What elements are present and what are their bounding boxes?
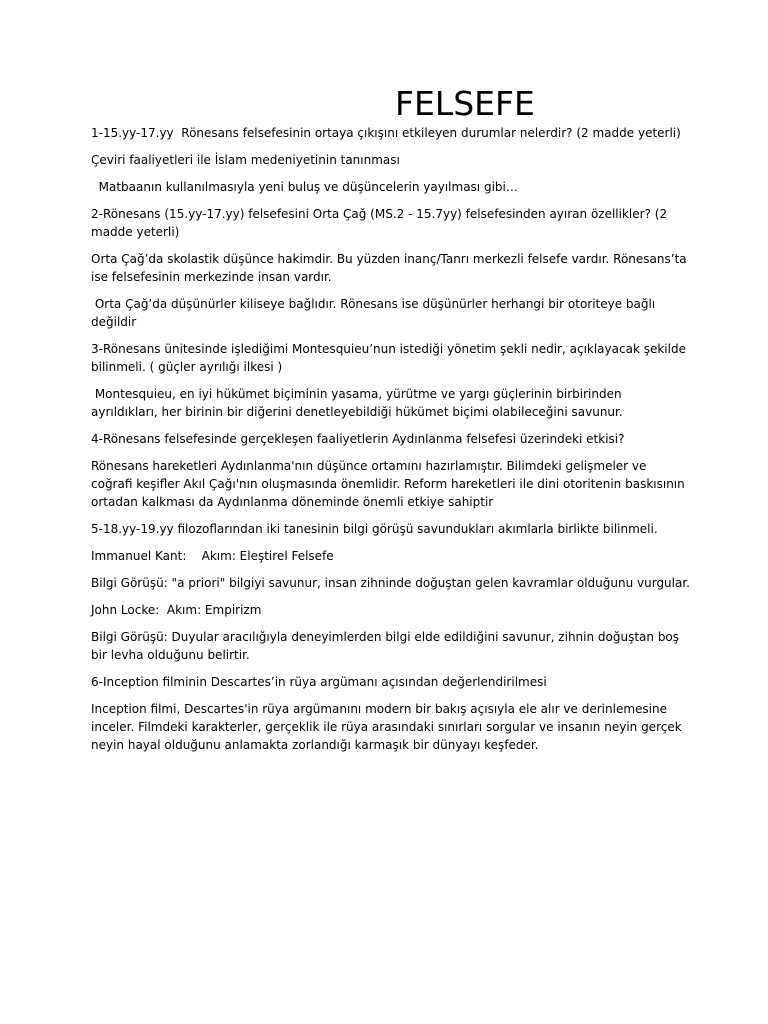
answer-3: Montesquieu, en iyi hükümet biçiminin yasama, yürütme ve yargı güçlerinin birbirinden ayrıldıkları, her birinin bir diğerini denetleyebildiği hükümet biçimi olabileceğini savunur. <box>91 387 626 419</box>
answer-5-locke: John Locke: Akım: Empirizm <box>91 603 262 617</box>
answer-5-kant: Immanuel Kant: Akım: Eleştirel Felsefe <box>91 549 334 563</box>
answer-5-locke-view: Bilgi Görüşü: Duyular aracılığıyla deneyimlerden bilgi elde edildiğini savunur, zihnin doğuştan boş bir levha olduğunu belirtir. <box>91 630 683 662</box>
answer-5-kant-view: Bilgi Görüşü: "a priori" bilgiyi savunur, insan zihninde doğuştan gelen kavramlar olduğunu vurgular. <box>91 576 690 590</box>
answer-2a: Orta Çağ’da skolastik düşünce hakimdir. Bu yüzden inanç/Tanrı merkezli felsefe vardır. Rönesans’ta ise felsefesinin merkezinde insan vardır. <box>91 252 691 284</box>
question-1: 1-15.yy-17.yy Rönesans felsefesinin ortaya çıkışını etkileyen durumlar nelerdir? (2 madde yeterli) <box>91 126 681 140</box>
question-6: 6-Inception filminin Descartes’in rüya argümanı açısından değerlendirilmesi <box>91 675 547 689</box>
answer-6: Inception filmi, Descartes'in rüya argümanını modern bir bakış açısıyla ele alır ve derinlemesine inceler. Filmdeki karakterler, gerçeklik ile rüya arasındaki sınırları sorgular ve insanın neyin gerçek neyin hayal olduğunu anlamakta zorlandığı karmaşık bir dünyayı keşfeder. <box>91 702 686 752</box>
answer-4: Rönesans hareketleri Aydınlanma'nın düşünce ortamını hazırlamıştır. Bilimdeki gelişmeler ve coğrafi keşifler Akıl Çağı'nın oluşmasında önemlidir. Reform hareketleri ile dini otoritenin baskısının ortadan kalkması da Aydınlanma döneminde önemli etkiye sahiptir <box>91 459 689 509</box>
answer-1a: Çeviri faaliyetleri ile İslam medeniyetinin tanınması <box>91 153 400 167</box>
document-body <box>91 124 691 754</box>
answer-1b: Matbaanın kullanılmasıyla yeni buluş ve düşüncelerin yayılması gibi… <box>91 180 518 194</box>
answer-2b: Orta Çağ’da düşünürler kiliseye bağlıdır. Rönesans ise düşünürler herhangi bir otoriteye bağlı değildir <box>91 297 660 329</box>
question-4: 4-Rönesans felsefesinde gerçekleşen faaliyetlerin Aydınlanma felsefesi üzerindeki etkisi? <box>91 432 625 446</box>
question-2: 2-Rönesans (15.yy-17.yy) felsefesini Orta Çağ (MS.2 - 15.7yy) felsefesinden ayıran özellikler? (2 madde yeterli) <box>91 207 671 239</box>
question-3: 3-Rönesans ünitesinde işlediğimi Montesquieu’nun istediği yönetim şekli nedir, açıklayacak şekilde bilinmeli. ( güçler ayrılığı ilkesi ) <box>91 342 690 374</box>
document-title: FELSEFE <box>395 84 535 123</box>
question-5: 5-18.yy-19.yy filozoflarından iki tanesinin bilgi görüşü savundukları akımlarla birlikte bilinmeli. <box>91 522 658 536</box>
